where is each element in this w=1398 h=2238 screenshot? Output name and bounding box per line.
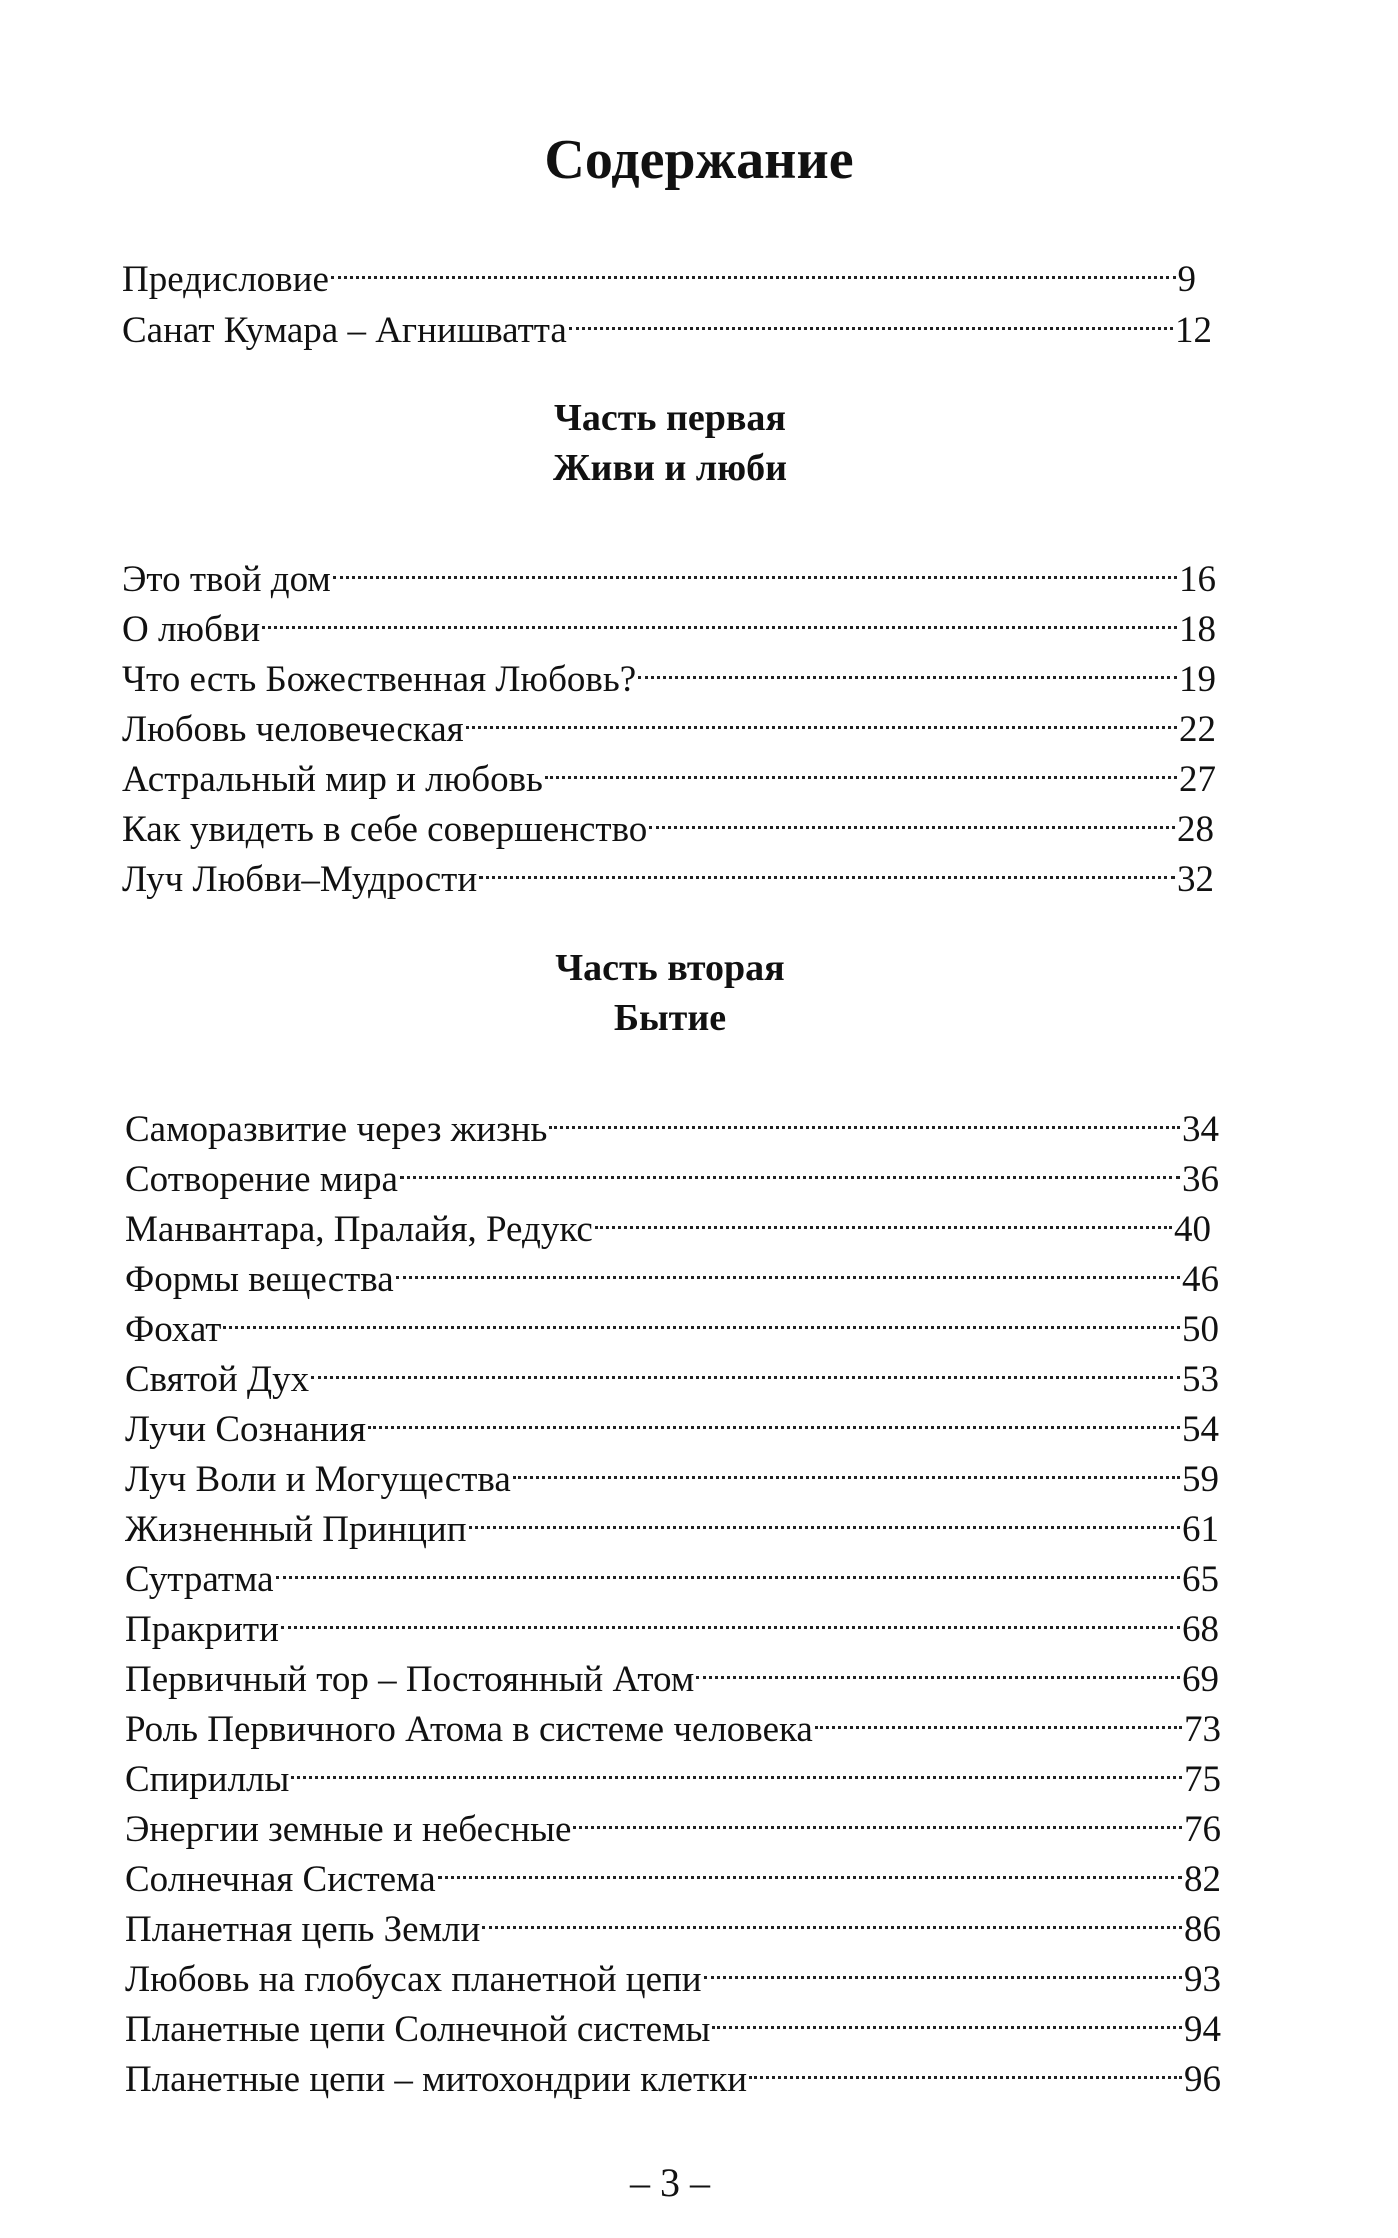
dot-leader [262, 591, 1177, 641]
toc-entry-page: 54 [1182, 1409, 1219, 1450]
toc-entry-title: Сутратма [125, 1559, 274, 1600]
dot-leader [696, 1641, 1180, 1691]
toc-entry-title: Планетные цепи Солнечной системы [125, 2009, 711, 2050]
toc-entry-page: 76 [1184, 1809, 1221, 1850]
toc-entry-page: 73 [1184, 1709, 1221, 1750]
toc-entry-title: Луч Воли и Могущества [125, 1459, 511, 1500]
toc-entry-page: 32 [1177, 859, 1214, 900]
dot-leader [573, 1791, 1182, 1841]
part2-name: Бытие [613, 997, 727, 1039]
toc-entry-page: 27 [1179, 759, 1216, 800]
toc-entry-title: Планетные цепи – митохондрии клетки [125, 2059, 748, 2100]
dot-leader [396, 1241, 1180, 1291]
toc-entry-title: Энергии земные и небесные [125, 1809, 572, 1850]
toc-entry-page: 69 [1182, 1659, 1219, 1700]
toc-entry-page: 28 [1177, 809, 1214, 850]
toc-entry-page: 93 [1184, 1959, 1221, 2000]
toc-entry-page: 40 [1174, 1209, 1211, 1250]
toc-entry-title: Жизненный Принцип [125, 1509, 467, 1550]
toc-entry-page: 9 [1177, 259, 1196, 300]
dot-leader [223, 1291, 1180, 1341]
page-title: Содержание [544, 129, 854, 191]
toc-entry-title: Луч Любви–Мудрости [122, 859, 478, 900]
toc-entry-page: 68 [1182, 1609, 1219, 1650]
toc-entry-page: 22 [1179, 709, 1216, 750]
dot-leader [333, 541, 1177, 591]
toc-entry-title: Что есть Божественная Любовь? [122, 659, 637, 700]
dot-leader [400, 1141, 1180, 1191]
dot-leader [482, 1891, 1182, 1941]
toc-entry-page: 36 [1182, 1159, 1219, 1200]
toc-entry-page: 50 [1182, 1309, 1219, 1350]
dot-leader [704, 1941, 1182, 1991]
toc-entry-title: Любовь человеческая [122, 709, 464, 750]
toc-entry-title: Солнечная Система [125, 1859, 436, 1900]
dot-leader [331, 241, 1176, 291]
dot-leader [291, 1741, 1182, 1791]
dot-leader [438, 1841, 1182, 1891]
dot-leader [712, 1991, 1182, 2041]
dot-leader [595, 1191, 1172, 1241]
toc-entry-title: О любви [122, 609, 261, 650]
toc-entry-title: Как увидеть в себе совершенство [122, 809, 648, 850]
toc-entry-page: 86 [1184, 1909, 1221, 1950]
dot-leader [749, 2041, 1182, 2091]
toc-entry-page: 61 [1182, 1509, 1219, 1550]
part1-name: Живи и люби [552, 447, 788, 489]
toc-entry-title: Это твой дом [122, 559, 331, 600]
dot-leader [368, 1391, 1180, 1441]
dot-leader [638, 641, 1177, 691]
toc-entry-title: Планетная цепь Земли [125, 1909, 481, 1950]
toc-entry-page: 16 [1179, 559, 1216, 600]
dot-leader [549, 1091, 1180, 1141]
dot-leader [815, 1691, 1182, 1741]
dot-leader [276, 1541, 1180, 1591]
toc-entry[interactable] [122, 841, 1214, 905]
dot-leader [479, 841, 1175, 891]
dot-leader [513, 1441, 1180, 1491]
toc-entry-title: Санат Кумара – Агнишватта [122, 310, 567, 351]
toc-entry-page: 94 [1184, 2009, 1221, 2050]
toc-entry-title: Сотворение мира [125, 1159, 398, 1200]
toc-entry-title: Святой Дух [125, 1359, 310, 1400]
toc-entry-page: 59 [1182, 1459, 1219, 1500]
toc-entry-title: Фохат [125, 1309, 222, 1350]
dot-leader [311, 1341, 1180, 1391]
toc-entry-title: Пракрити [125, 1609, 279, 1650]
dot-leader [469, 1491, 1180, 1541]
part1-label: Часть первая [554, 397, 786, 439]
toc-entry-page: 19 [1179, 659, 1216, 700]
toc-entry[interactable] [122, 292, 1212, 356]
toc-entry-page: 12 [1175, 310, 1212, 351]
toc-entry-page: 46 [1182, 1259, 1219, 1300]
toc-entry-title: Формы вещества [125, 1259, 394, 1300]
toc-entry-page: 53 [1182, 1359, 1219, 1400]
toc-entry-page: 96 [1184, 2059, 1221, 2100]
dot-leader [281, 1591, 1180, 1641]
toc-entry-title: Роль Первичного Атома в системе человека [125, 1709, 813, 1750]
page-number: – 3 – [630, 2160, 710, 2205]
toc-entry-page: 75 [1184, 1759, 1221, 1800]
dot-leader [545, 741, 1177, 791]
toc-entry-title: Предисловие [122, 259, 329, 300]
toc-entry-title: Лучи Сознания [125, 1409, 366, 1450]
toc-entry-title: Любовь на глобусах планетной цепи [125, 1959, 702, 2000]
toc-entry-page: 34 [1182, 1109, 1219, 1150]
toc-entry-title: Спириллы [125, 1759, 290, 1800]
toc-entry-title: Саморазвитие через жизнь [125, 1109, 548, 1150]
dot-leader [569, 292, 1173, 342]
toc-entry-page: 65 [1182, 1559, 1219, 1600]
dot-leader [649, 791, 1175, 841]
toc-entry-page: 18 [1179, 609, 1216, 650]
toc-entry-title: Астральный мир и любовь [122, 759, 543, 800]
part2-label: Часть вторая [555, 947, 785, 989]
toc-entry-title: Манвантара, Пралайя, Редукс [125, 1209, 593, 1250]
toc-entry-title: Первичный тор – Постоянный Атом [125, 1659, 695, 1700]
toc-entry-page: 82 [1184, 1859, 1221, 1900]
dot-leader [466, 691, 1177, 741]
toc-entry[interactable] [125, 2041, 1221, 2105]
